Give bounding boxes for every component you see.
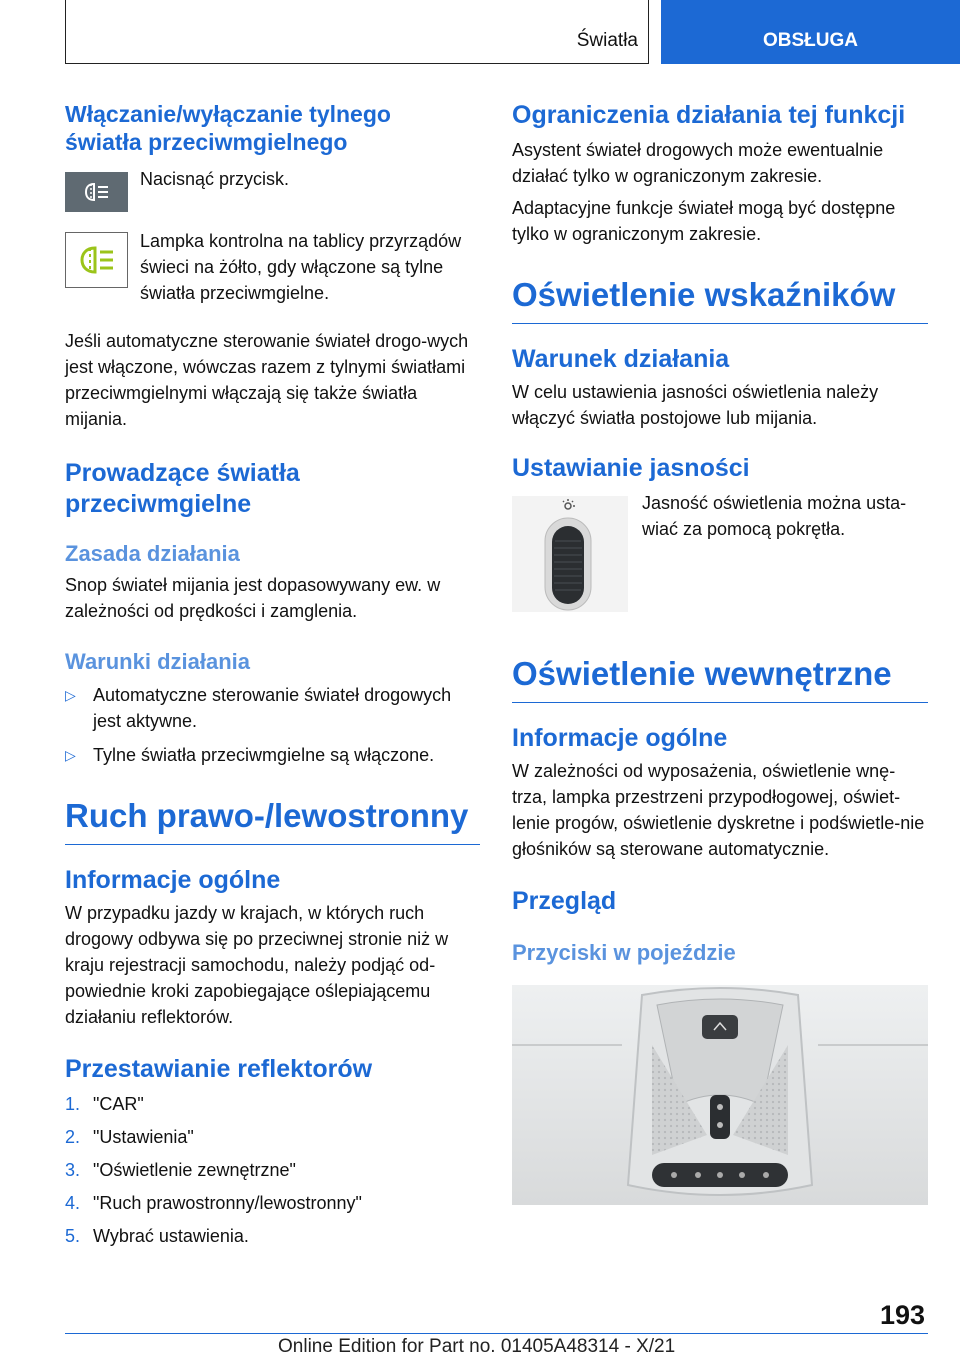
list-item xyxy=(65,1124,480,1150)
brightness-knob-photo xyxy=(512,496,628,612)
step-text: "Ustawienia" xyxy=(93,1127,194,1147)
step-text: Wybrać ustawienia. xyxy=(93,1226,249,1246)
interior-text: W zależności od wyposażenia, oświetlenie wnę-trza, lampka przestrzeni przypodłogowej, oświet-lenie progów, oświetlenie dyskretne i podświetle-nie głośników są sterowane automatycznie. xyxy=(512,761,925,859)
triangle-bullet-icon: ▷ xyxy=(65,687,76,703)
page-number: 193 xyxy=(880,1300,926,1330)
general-text-left: W przypadku jazdy w krajach, w których ruch drogowy odbywa się po przeciwnej stronie niż w kraju rejestracji samochodu, należy podjąć od-powiednie kroki zapobiegające oślepiającemu działaniu reflektorów. xyxy=(65,903,449,1027)
heading-interior-lighting: Oświetlenie wewnętrzne xyxy=(512,654,928,703)
heading-condition: Warunek działania xyxy=(512,345,730,373)
brightness-text: Jasność oświetlenia można usta-wiać za pomocą pokrętła. xyxy=(642,493,907,539)
right-column xyxy=(512,100,928,1205)
indicator-text: Lampka kontrolna na tablicy przyrządów świeci na żółto, gdy włączone są tylne światła przeciwmgielne. xyxy=(140,231,462,303)
heading-principle: Zasada działania xyxy=(65,541,240,566)
press-button-text: Nacisnąć przycisk. xyxy=(140,169,290,189)
heading-guided-fog: Prowadzące światła przeciwmgielne xyxy=(65,459,300,518)
list-item xyxy=(65,1157,480,1183)
header-chapter-tab: OBSŁUGA xyxy=(661,0,960,64)
step-number: 1. xyxy=(65,1094,81,1114)
step-number: 5. xyxy=(65,1226,81,1246)
auto-light-text: Jeśli automatyczne sterowanie świateł drogo-wych jest włączone, wówczas razem z tylnymi światłami przeciwmgielnymi włączają się także światła mijania. xyxy=(65,331,469,429)
brightness-row xyxy=(512,493,928,612)
principle-text: Snop świateł mijania jest dopasowywany ew. w zależności od prędkości i zamglenia. xyxy=(65,575,441,621)
heading-general-left: Informacje ogólne xyxy=(65,866,281,894)
step-number: 4. xyxy=(65,1193,81,1213)
heading-brightness: Ustawianie jasności xyxy=(512,454,750,482)
list-item xyxy=(65,1190,480,1216)
left-column xyxy=(65,100,480,1249)
heading-rear-fog: Włączanie/wyłączanie tylnego światła przeciwmgielnego xyxy=(65,101,391,155)
limits-text-1: Asystent świateł drogowych może ewentualnie działać tylko w ograniczonym zakresie. xyxy=(512,140,884,186)
header-frame xyxy=(65,0,649,64)
footer-divider xyxy=(65,1333,928,1334)
limits-text-2: Adaptacyjne funkcje świateł mogą być dostępne tylko w ograniczonym zakresie. xyxy=(512,198,896,244)
step-text: "Ruch prawostronny/lewostronny" xyxy=(93,1193,362,1213)
heading-instrument-lighting: Oświetlenie wskaźników xyxy=(512,275,928,324)
list-item xyxy=(65,682,480,734)
condition-text: W celu ustawienia jasności oświetlenia należy włączyć światła postojowe lub mijania. xyxy=(512,382,879,428)
heading-limits: Ograniczenia działania tej funkcji xyxy=(512,101,906,129)
condition-text: Tylne światła przeciwmgielne są włączone. xyxy=(93,745,435,765)
steps-list xyxy=(65,1091,480,1249)
heading-buttons: Przyciski w pojeździe xyxy=(512,940,736,965)
interior-light-buttons-photo xyxy=(512,985,928,1205)
list-item xyxy=(65,1223,480,1249)
step-number: 3. xyxy=(65,1160,81,1180)
triangle-bullet-icon: ▷ xyxy=(65,747,76,763)
heading-overview: Przegląd xyxy=(512,887,617,915)
header-section-title: Światła xyxy=(576,30,638,51)
step-text: "Oświetlenie zewnętrzne" xyxy=(93,1160,296,1180)
step-number: 2. xyxy=(65,1127,81,1147)
press-button-row xyxy=(65,169,480,212)
heading-adjust-headlights: Przestawianie reflektorów xyxy=(65,1055,373,1083)
rear-fog-button-icon xyxy=(65,172,128,212)
conditions-list xyxy=(65,682,480,768)
indicator-row xyxy=(65,232,480,306)
list-item xyxy=(65,1091,480,1117)
heading-conditions: Warunki działania xyxy=(65,649,251,674)
rear-fog-indicator-icon xyxy=(65,232,128,288)
step-text: "CAR" xyxy=(93,1094,144,1114)
list-item xyxy=(65,742,480,768)
heading-traffic-side: Ruch prawo-/lewostronny xyxy=(65,796,480,845)
condition-text: Automatyczne sterowanie świateł drogowych jest aktywne. xyxy=(93,685,452,731)
footer-edition: Online Edition for Part no. 01405A48314 - X/21 xyxy=(278,1336,676,1357)
heading-general-right: Informacje ogólne xyxy=(512,724,728,752)
